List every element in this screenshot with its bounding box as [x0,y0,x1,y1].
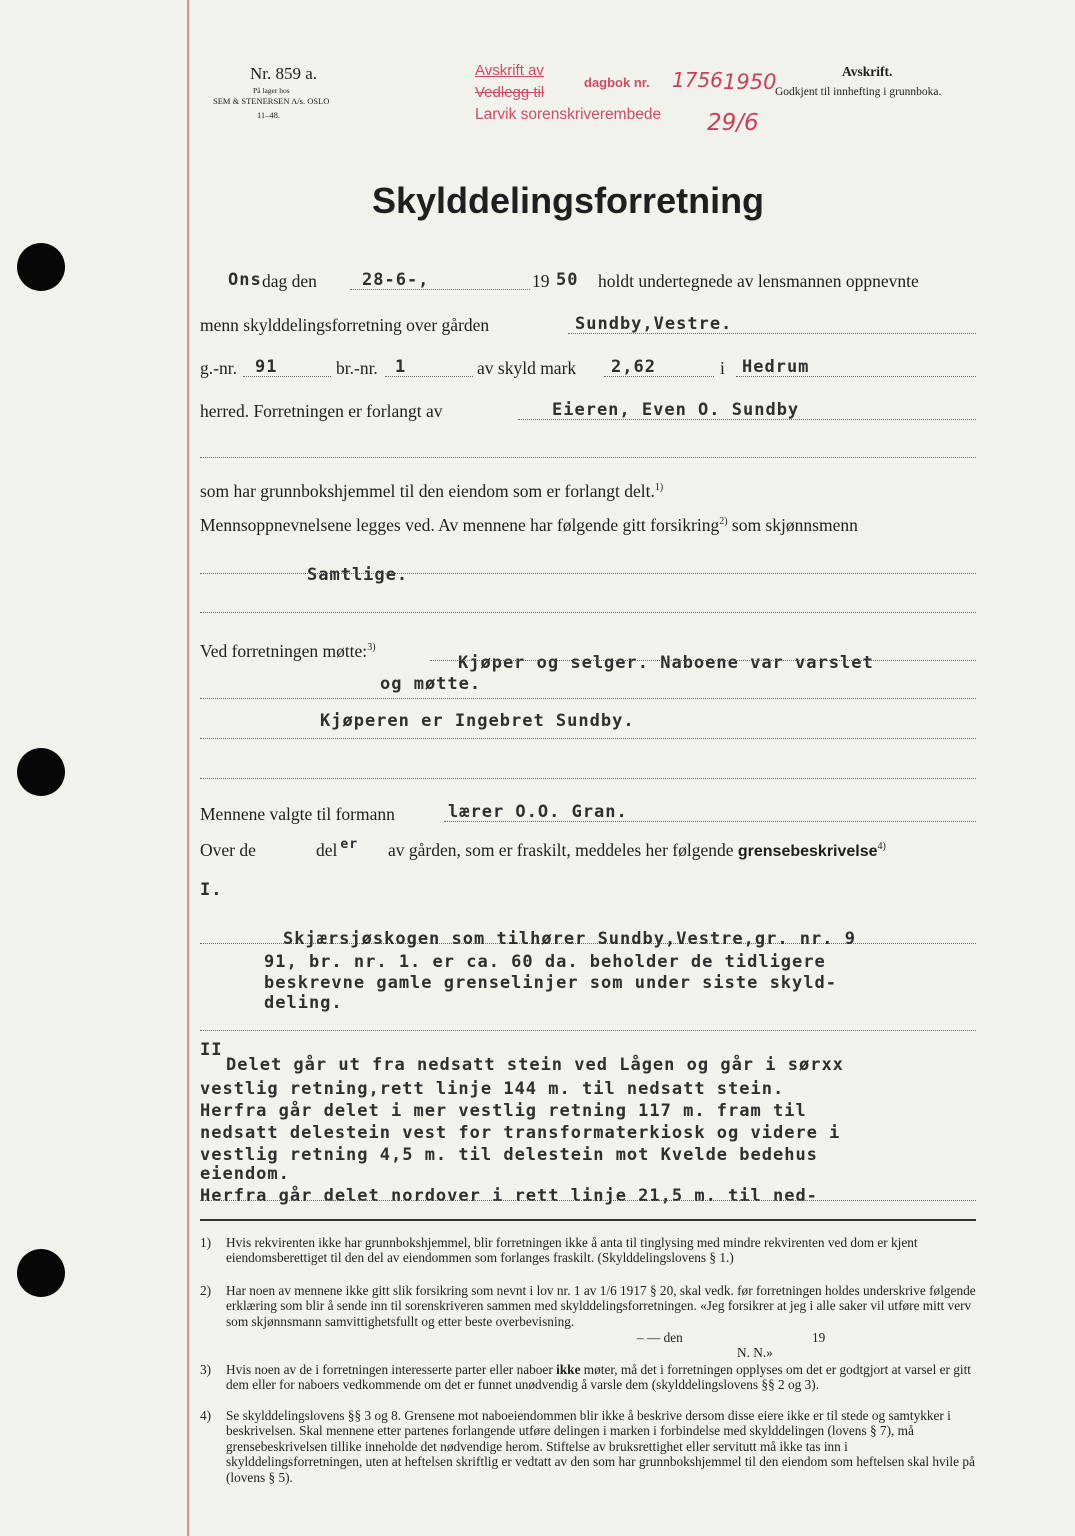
skjonn-value: Samtlige. [307,565,409,585]
skyld-label: av skyld mark [477,358,577,378]
year-value: 50 [556,270,579,290]
footnote-2-year-tail: 19 [812,1330,826,1345]
requester-dotted-line [518,419,976,420]
over-de-label: Over de [200,840,256,860]
menn-text-b: som skjønnsmenn [731,515,858,535]
p1-line-1: Skjærsjøskogen som tilhører Sundby,Vestre,gr. nr. 9 [283,929,856,949]
kjoper-line: Kjøperen er Ingebret Sundby. [320,711,635,731]
p2-line-7: Herfra går delet nordover i rett linje 21,5 m. til ned- [200,1186,818,1206]
footnote-2 [200,1283,980,1329]
bnr-label: br.-nr. [336,358,378,378]
herred-text: herred. Forretningen er forlangt av [200,401,443,421]
stamp-dagbok-nr: dagbok nr. [584,75,650,90]
form-number: Nr. 859 a. [250,64,318,83]
menn-text-a: Mennsoppnevnelsene legges ved. Av mennene har følgende gitt forsikring [200,515,720,535]
stamp-vedlegg-til: Vedlegg til [475,84,545,101]
p1-line-2: 91, br. nr. 1. er ca. 60 da. beholder de tidligere [264,952,826,972]
line1-text: holdt undertegnede av lensmannen oppnevnte [598,271,919,291]
footnote-4-text: Se skylddelingslovens §§ 3 og 8. Grensene mot naboeiendommen blir ikke å beskrive dersom disse eiere ikke er til stede og samtykker i beskrivelsen. Skal mennene etter partenes forlangende utføre delingen i marken i forbindelse med skylddelingen (lovens § 7), må grensebeskrivelsen tillike inneholde det nødvendige herom. Stiftelse av bruksrettighet eller servitutt må ikke tas inn i skylddelingsforretningen, uten at heftelsen skriftlig er vedtatt av den som har grunnbokshjemmel til den eiendom som heftelsen skal hvile på (lovens § 5). [226,1408,975,1485]
p1-line-4: deling. [264,993,343,1013]
municipality-dotted-line [736,376,976,377]
footnote-3-text-a: Hvis noen av de i forretningen interesserte parter eller naboer [226,1362,553,1377]
footnote-3-text [226,1362,980,1393]
date-value: 28-6-, [362,270,430,290]
bnr-dotted-line [385,376,473,377]
footnote-2-text: Har noen av mennene ikke gitt slik forsikring som nevnt i lov nr. 1 av 1/6 1917 § 20, skal vedk. før forretningen holdes underskrive følgende erklæring som blir å sende inn til sorenskriveren sammen med skylddelingsforretningen. «Jeg forsikrer at jeg i alle saker vil utføre mitt verv som skjønnsmann samvittighetsfullt og etter beste overbevisning. [226,1283,976,1329]
footnote-2-date-tail: – –– den [637,1330,683,1345]
blank-dotted-line-6 [200,778,976,779]
formann-dotted-line [444,821,976,822]
footnote-3 [200,1362,980,1393]
stamp-larvik-sorenskriverembede: Larvik sorenskriverembede [475,106,662,123]
desc-dotted-line-2 [200,1030,976,1031]
publisher-line3: 11–48. [257,110,281,120]
hjemmel-text [200,481,663,502]
del-typed-suffix: er [340,837,359,852]
footnote-4 [200,1408,980,1485]
desc-dotted-line-3 [200,1200,976,1201]
p2-line-6: eiendom. [200,1164,290,1184]
publisher-line2: SEM & STENERSEN A/s. OSLO [213,96,330,106]
gnr-dotted-line [243,376,331,377]
skyld-value: 2,62 [611,357,656,377]
grense-text [388,840,886,861]
dag-den-label: dag den [262,271,317,291]
footnote-3-text-b: møter, må det i forretningen opplyses om det er godtgjort at varsel er gitt dem eller for naboers vedkommende om det er funnet unødvendig å varsle dem (skylddelingslovens §§ 2 og 3). [226,1362,971,1393]
footnote-ref-2: 2) [719,516,728,528]
blank-dotted-line-5 [200,738,976,739]
p2-line-1: Delet går ut fra nedsatt stein ved Lågen og går i sørxx [226,1055,844,1075]
menn-text [200,515,858,536]
footnote-4-mark: 4) [200,1408,212,1423]
approval-text: Godkjent til innhefting i grunnboka. [775,86,942,98]
footnote-1 [200,1235,980,1266]
footnote-3-mark: 3) [200,1362,212,1377]
farm-dotted-line [568,333,976,334]
p2-line-4: nedsatt delestein vest for transformaterkiosk og videre i [200,1123,841,1143]
motte-dotted-line [430,660,976,661]
motte-label-text: Ved forretningen møtte: [200,641,368,661]
year-prefix: 19 [532,271,550,291]
footnote-3-bold: ikke [556,1362,581,1377]
p2-line-5: vestlig retning 4,5 m. til delestein mot Kvelde bedehus [200,1145,818,1165]
motte-line1: Kjøper og selger. Naboene var varslet [458,653,874,673]
formann-value: lærer O.O. Gran. [448,802,628,822]
gnr-value: 91 [255,357,278,377]
line2-text: menn skylddelingsforretning over gården [200,315,490,335]
p1-line-3: beskrevne gamle grenselinjer som under siste skyld- [264,973,837,993]
motte-line2: og møtte. [380,674,482,694]
blank-dotted-line-2 [200,573,976,574]
margin-line [187,0,189,1536]
section-2-label: II [200,1040,223,1060]
grense-bold: grensebeskrivelse [737,843,878,860]
gnr-label: g.-nr. [200,358,237,378]
section-1-label: I. [200,880,223,900]
farm-name: Sundby,Vestre. [575,314,733,334]
avskrift-label: Avskrift. [842,64,893,79]
requester-value: Eieren, Even O. Sundby [552,400,800,420]
date-dotted-line [350,289,530,290]
formann-label: Mennene valgte til formann [200,804,395,824]
footnote-2-mark: 2) [200,1283,212,1298]
footnote-separator [200,1219,976,1221]
footnote-ref-1: 1) [654,482,664,494]
weekday-value: Ons [228,270,262,290]
hjemmel-text-body: som har grunnbokshjemmel til den eiendom som er forlangt delt. [200,481,655,501]
blank-dotted-line-4 [200,698,976,699]
footnote-2-signature: N. N.» [737,1345,773,1360]
stamp-avskrift-av: Avskrift av [475,62,544,79]
p2-line-2: vestlig retning,rett linje 144 m. til nedsatt stein. [200,1079,785,1099]
footnote-1-mark: 1) [200,1235,212,1250]
municipality-value: Hedrum [742,357,810,377]
blank-dotted-line-3 [200,612,976,613]
publisher-line1: På lager hos [253,86,290,95]
dagbok-number: 1756 [672,68,723,92]
footnote-ref-4: 4) [877,841,886,853]
p2-line-3: Herfra går delet i mer vestlig retning 117 m. fram til [200,1101,807,1121]
skyld-dotted-line [604,376,714,377]
punch-hole-middle [17,748,65,796]
footnote-1-text: Hvis rekvirenten ikke har grunnbokshjemmel, blir forretningen ikke å anta til tinglysing med mindre rekvirenten ved dom er kjent eiendomsberettiget til den del av eiendommen som forlanges fraskilt. (Skylddelingslovens § 1.) [226,1235,918,1266]
blank-dotted-line-1 [200,457,976,458]
i-label: i [720,358,725,378]
dagbok-year: 1950 [723,70,777,94]
del-label [316,837,359,861]
motte-label [200,641,376,662]
stamp-date: 29/6 [707,110,759,136]
del-text: del [316,840,338,860]
punch-hole-bottom [17,1249,65,1297]
grense-text-body: av gården, som er fraskilt, meddeles her følgende [388,840,734,860]
footnote-ref-3: 3) [367,642,376,654]
page-title: Skylddelingsforretning [372,180,765,221]
bnr-value: 1 [395,357,407,377]
punch-hole-top [17,243,65,291]
